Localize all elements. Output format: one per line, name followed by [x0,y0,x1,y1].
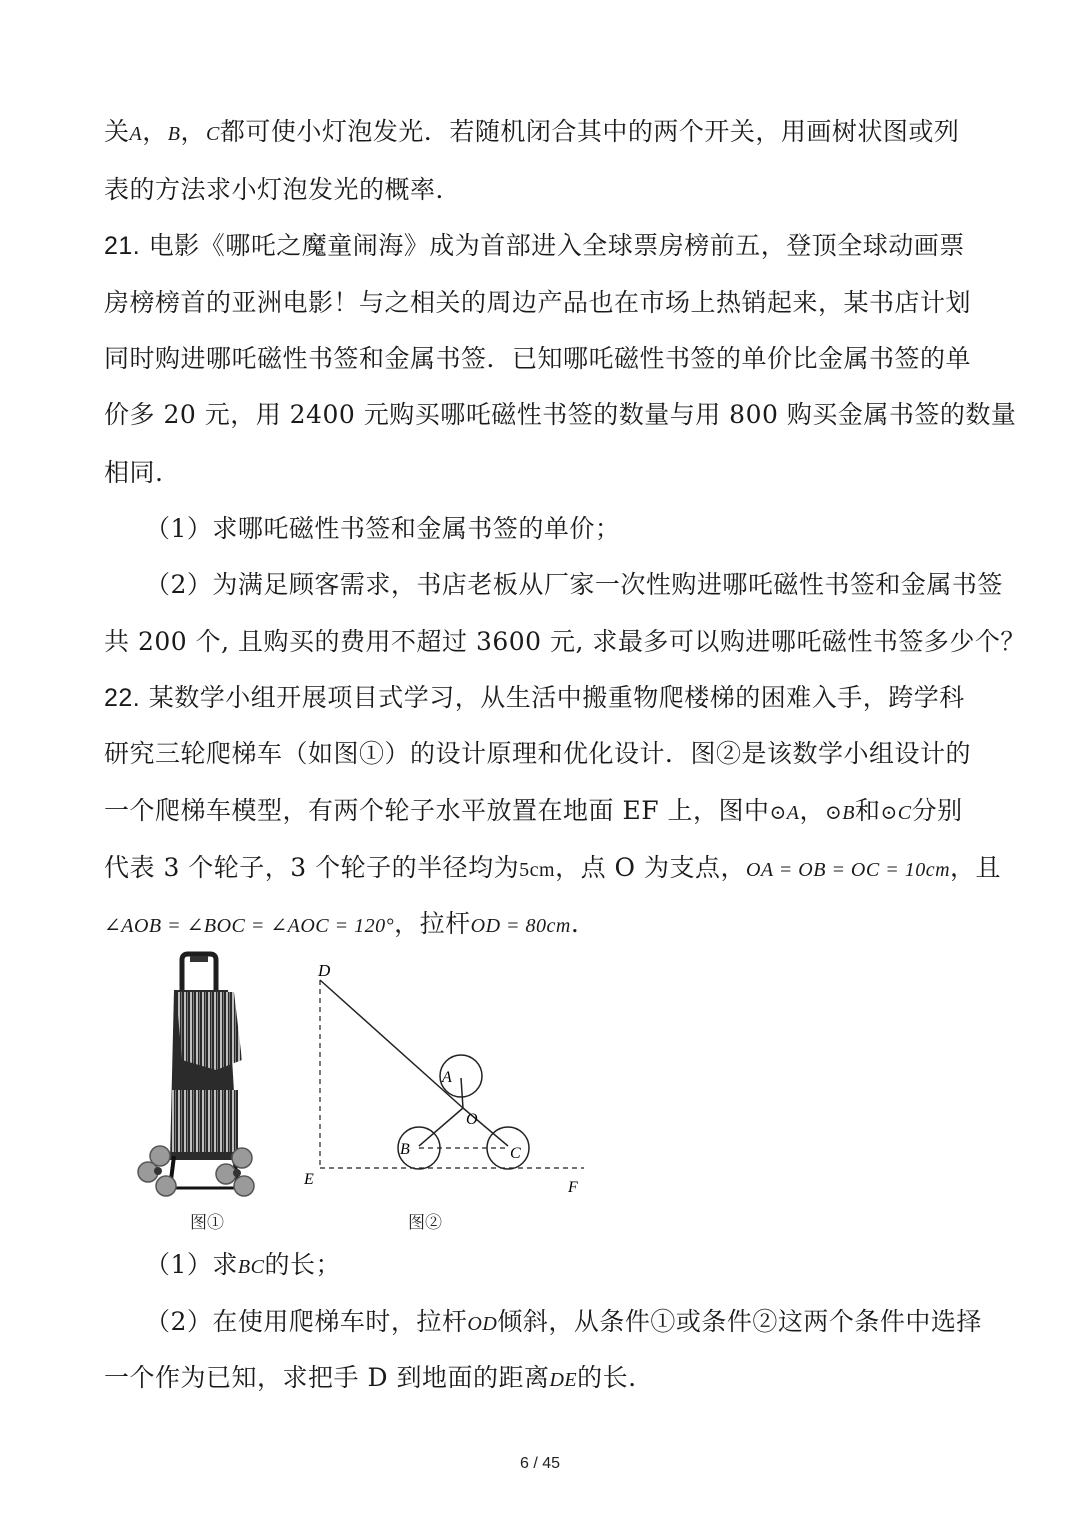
question-22-line-4: 代表 3 个轮子，3 个轮子的半径均为5cm，点 O 为支点，OA = OB = OC = 10cm，且 [104,853,1002,882]
label-e: E [304,1171,314,1188]
arm-oa [461,1078,463,1108]
question-21-line-3: 同时购进哪吒磁性书签和金属书签．已知哪吒磁性书签的单价比金属书签的单 [104,344,972,373]
question-21-number: 21. [104,232,141,260]
figure-1-cart-image [130,950,260,1200]
label-a: A [442,1069,452,1086]
rod-od [320,980,463,1108]
text-line-2: 表的方法求小灯泡发光的概率． [104,175,462,204]
page-number: 6 / 45 [519,1455,561,1472]
label-f: F [568,1179,578,1196]
question-21-part-2-line-1: （2）为满足顾客需求，书店老板从厂家一次性购进哪吒磁性书签和金属书签 [145,570,1003,599]
question-21-line-4: 价多 20 元，用 2400 元购买哪吒磁性书签的数量与用 800 购买金属书签的数量 [104,400,1017,429]
question-22-part-2-line-1: （2）在使用爬梯车时，拉杆OD倾斜，从条件①或条件②这两个条件中选择 [145,1307,982,1336]
figure-1-caption: 图① [190,1213,224,1233]
question-21-line-5: 相同. [104,458,164,487]
question-22-line-2: 研究三轮爬梯车（如图①）的设计原理和优化设计．图②是该数学小组设计的 [104,739,972,768]
figure-2-caption: 图② [408,1213,442,1233]
question-22-line-3: 一个爬梯车模型，有两个轮子水平放置在地面 EF 上，图中⊙A，⊙B和⊙C分别 [104,796,963,825]
label-d: D [318,961,331,980]
question-21-line-2: 房榜榜首的亚洲电影！与之相关的周边产品也在市场上热销起来，某书店计划 [104,288,972,317]
arm-ob [419,1108,463,1146]
figure-2-diagram [296,958,596,1200]
question-22-part-2-line-2: 一个作为已知，求把手 D 到地面的距离DE的长. [104,1363,637,1392]
question-22-number: 22. [104,684,141,712]
label-b: B [400,1141,410,1158]
label-c: C [510,1145,521,1162]
question-21-part-1: （1）求哪吒磁性书签和金属书签的单价； [145,514,621,543]
label-o: O [466,1111,478,1128]
question-21-part-2-line-2: 共 200 个, 且购买的费用不超过 3600 元, 求最多可以购进哪吒磁性书签多少个？ [104,627,1026,656]
text-line-1: 关A，B，C都可使小灯泡发光．若随机闭合其中的两个开关，用画树状图或列 [104,117,960,146]
question-22-line-5: ∠AOB = ∠BOC = ∠AOC = 120°，拉杆OD = 80cm. [104,909,580,938]
question-22-part-1: （1）求BC的长； [145,1250,341,1279]
question-21-line-1: 21. 电影《哪吒之魔童闹海》成为首部进入全球票房榜前五，登顶全球动画票 [104,231,965,260]
question-22-line-1: 22. 某数学小组开展项目式学习，从生活中搬重物爬楼梯的困难入手，跨学科 [104,683,965,712]
